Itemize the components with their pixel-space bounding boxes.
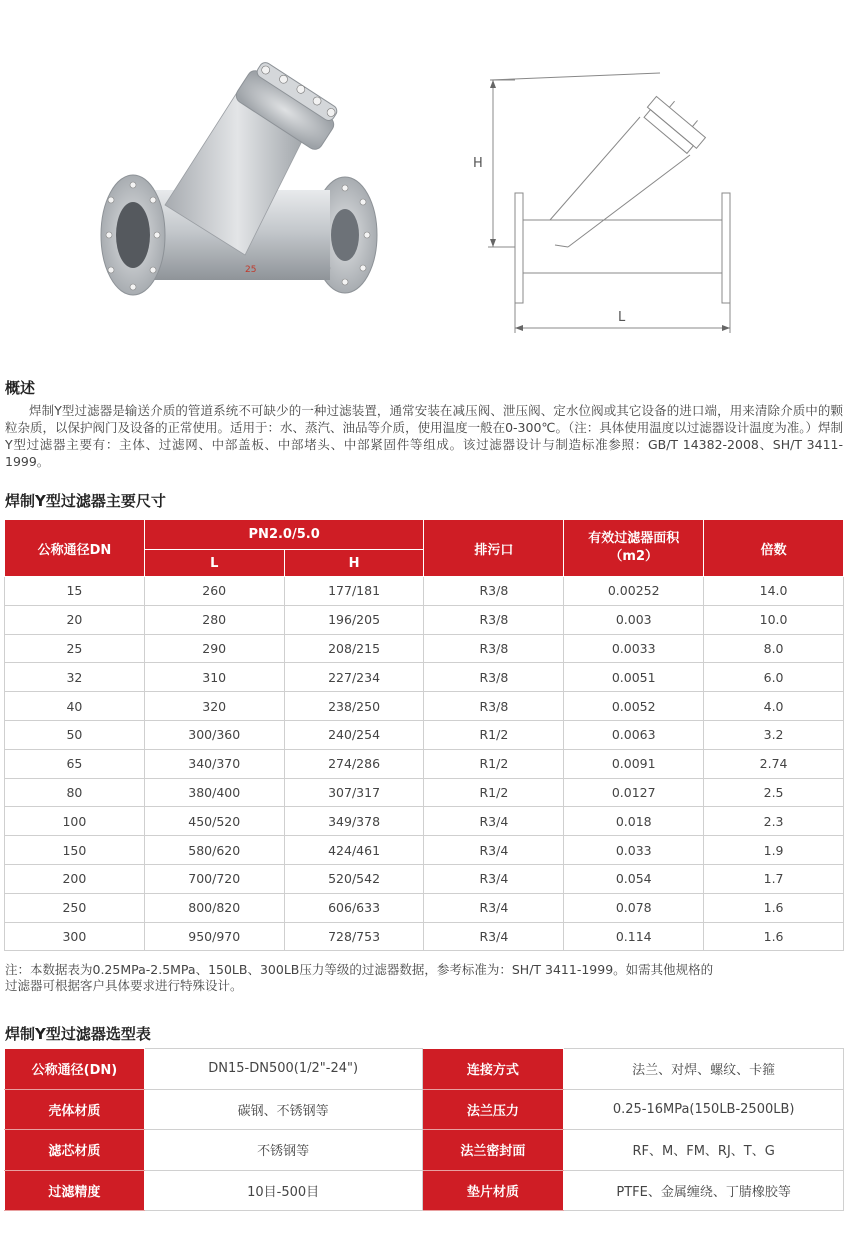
table-row (5, 864, 844, 893)
cell-h: 728/753 (284, 922, 424, 951)
cell-h: 307/317 (284, 778, 424, 807)
cell-area: 0.054 (564, 864, 704, 893)
note-line-2: 过滤器可根据客户具体要求进行特殊设计。 (5, 978, 243, 993)
cell-dn: 300 (5, 922, 145, 951)
cell-area: 0.0127 (564, 778, 704, 807)
header-pn: PN2.0/5.0 (144, 520, 424, 550)
cell-dn: 80 (5, 778, 145, 807)
cell-ratio: 14.0 (704, 577, 844, 606)
cell-ratio: 2.74 (704, 749, 844, 778)
cell-drain: R1/2 (424, 778, 564, 807)
dimensions-title: 焊制Y型过滤器主要尺寸 (5, 492, 166, 510)
cell-dn: 40 (5, 692, 145, 721)
table-row (5, 663, 844, 692)
header-area (564, 520, 704, 577)
selection-value: 10目-500目 (144, 1170, 422, 1211)
cell-h: 424/461 (284, 836, 424, 865)
cell-l: 260 (144, 577, 284, 606)
selection-row (5, 1130, 844, 1171)
cell-drain: R3/4 (424, 864, 564, 893)
header-ratio: 倍数 (704, 520, 844, 577)
selection-value: PTFE、金属缠绕、丁腈橡胶等 (564, 1170, 844, 1211)
cell-drain: R1/2 (424, 720, 564, 749)
product-photo (95, 40, 385, 350)
cell-l: 280 (144, 605, 284, 634)
header-area-unit: （m2） (609, 549, 659, 564)
table-row (5, 836, 844, 865)
cell-area: 0.00252 (564, 577, 704, 606)
cell-h: 238/250 (284, 692, 424, 721)
cell-h: 349/378 (284, 807, 424, 836)
cell-area: 0.003 (564, 605, 704, 634)
table-row (5, 922, 844, 951)
cell-l: 290 (144, 634, 284, 663)
cell-drain: R3/8 (424, 634, 564, 663)
cell-drain: R3/4 (424, 836, 564, 865)
cell-ratio: 8.0 (704, 634, 844, 663)
selection-value: DN15-DN500(1/2"-24") (144, 1049, 422, 1090)
header-drain: 排污口 (424, 520, 564, 577)
cell-drain: R1/2 (424, 749, 564, 778)
selection-value: 法兰、对焊、螺纹、卡箍 (564, 1049, 844, 1090)
table-row (5, 749, 844, 778)
selection-value: 不锈钢等 (144, 1130, 422, 1171)
cell-area: 0.0051 (564, 663, 704, 692)
dimensions-table (4, 519, 844, 951)
selection-label: 法兰密封面 (422, 1130, 564, 1171)
selection-label: 过滤精度 (5, 1170, 145, 1211)
cell-drain: R3/8 (424, 577, 564, 606)
cell-h: 227/234 (284, 663, 424, 692)
selection-label: 公称通径(DN) (5, 1049, 145, 1090)
selection-row (5, 1089, 844, 1130)
selection-value: 碳钢、不锈钢等 (144, 1089, 422, 1130)
selection-table (4, 1048, 844, 1211)
hero-images (0, 0, 848, 360)
dimension-l-label: L (618, 310, 626, 325)
dimensions-note (5, 962, 843, 994)
cell-h: 606/633 (284, 893, 424, 922)
selection-label: 连接方式 (422, 1049, 564, 1090)
cell-drain: R3/4 (424, 807, 564, 836)
cell-ratio: 3.2 (704, 720, 844, 749)
header-dn: 公称通径DN (5, 520, 145, 577)
cell-l: 450/520 (144, 807, 284, 836)
cell-dn: 150 (5, 836, 145, 865)
selection-value: RF、M、FM、RJ、T、G (564, 1130, 844, 1171)
cell-l: 700/720 (144, 864, 284, 893)
cell-dn: 50 (5, 720, 145, 749)
cell-area: 0.0033 (564, 634, 704, 663)
technical-drawing (460, 55, 760, 345)
table-row (5, 720, 844, 749)
cell-l: 310 (144, 663, 284, 692)
cell-ratio: 10.0 (704, 605, 844, 634)
overview-text: 焊制Y型过滤器是输送介质的管道系统不可缺少的一种过滤装置，通常安装在减压阀、泄压阀、定水位阀或其它设备的进口端，用来清除介质中的颗粒杂质，以保护阀门及设备的正常使用。适用于：水、蒸汽、油品等介质，使用温度一般在0-300℃。（注：具体使用温度以过滤器设计温度为准。）焊制Y型过滤器主要有：主体、过滤网、中部盖板、中部堵头、中部紧固件等组成。该过滤器设计与制造标准参照：GB/T 14382-2008、SH/T 3411-1999。 (5, 403, 843, 469)
cell-l: 800/820 (144, 893, 284, 922)
cell-h: 240/254 (284, 720, 424, 749)
cell-dn: 32 (5, 663, 145, 692)
cell-area: 0.114 (564, 922, 704, 951)
cell-dn: 65 (5, 749, 145, 778)
selection-label: 壳体材质 (5, 1089, 145, 1130)
cell-ratio: 1.9 (704, 836, 844, 865)
overview-title: 概述 (5, 379, 36, 397)
cell-drain: R3/4 (424, 922, 564, 951)
cell-area: 0.0052 (564, 692, 704, 721)
cell-h: 274/286 (284, 749, 424, 778)
cell-dn: 100 (5, 807, 145, 836)
cell-l: 300/360 (144, 720, 284, 749)
table-row (5, 893, 844, 922)
cell-l: 950/970 (144, 922, 284, 951)
cell-ratio: 1.7 (704, 864, 844, 893)
table-row (5, 634, 844, 663)
table-row (5, 605, 844, 634)
selection-label: 滤芯材质 (5, 1130, 145, 1171)
dimensions-table-body (5, 577, 844, 951)
cell-dn: 250 (5, 893, 145, 922)
selection-table-body (5, 1049, 844, 1211)
cell-l: 340/370 (144, 749, 284, 778)
selection-label: 垫片材质 (422, 1170, 564, 1211)
cell-l: 580/620 (144, 836, 284, 865)
cell-area: 0.0091 (564, 749, 704, 778)
cell-dn: 20 (5, 605, 145, 634)
cell-l: 380/400 (144, 778, 284, 807)
header-l: L (144, 550, 284, 577)
cell-area: 0.078 (564, 893, 704, 922)
photo-marking: 25 (245, 265, 257, 275)
selection-value: 0.25-16MPa(150LB-2500LB) (564, 1089, 844, 1130)
cell-drain: R3/8 (424, 663, 564, 692)
cell-drain: R3/8 (424, 692, 564, 721)
table-row (5, 577, 844, 606)
cell-ratio: 4.0 (704, 692, 844, 721)
selection-row (5, 1170, 844, 1211)
cell-drain: R3/8 (424, 605, 564, 634)
table-row (5, 807, 844, 836)
table-row (5, 692, 844, 721)
cell-ratio: 6.0 (704, 663, 844, 692)
selection-row (5, 1049, 844, 1090)
header-area-label: 有效过滤器面积 (588, 531, 680, 546)
cell-l: 320 (144, 692, 284, 721)
cell-dn: 200 (5, 864, 145, 893)
cell-area: 0.033 (564, 836, 704, 865)
dimension-h-label: H (473, 156, 483, 171)
table-row (5, 778, 844, 807)
note-line-1: 注：本数据表为0.25MPa-2.5MPa、150LB、300LB压力等级的过滤器数据，参考标准为：SH/T 3411-1999。如需其他规格的 (5, 962, 714, 977)
header-h: H (284, 550, 424, 577)
cell-dn: 25 (5, 634, 145, 663)
cell-dn: 15 (5, 577, 145, 606)
selection-label: 法兰压力 (422, 1089, 564, 1130)
cell-h: 208/215 (284, 634, 424, 663)
cell-h: 177/181 (284, 577, 424, 606)
cell-h: 520/542 (284, 864, 424, 893)
cell-h: 196/205 (284, 605, 424, 634)
cell-ratio: 1.6 (704, 922, 844, 951)
selection-title: 焊制Y型过滤器选型表 (5, 1025, 151, 1043)
cell-drain: R3/4 (424, 893, 564, 922)
cell-area: 0.0063 (564, 720, 704, 749)
cell-ratio: 2.3 (704, 807, 844, 836)
cell-ratio: 2.5 (704, 778, 844, 807)
cell-area: 0.018 (564, 807, 704, 836)
cell-ratio: 1.6 (704, 893, 844, 922)
